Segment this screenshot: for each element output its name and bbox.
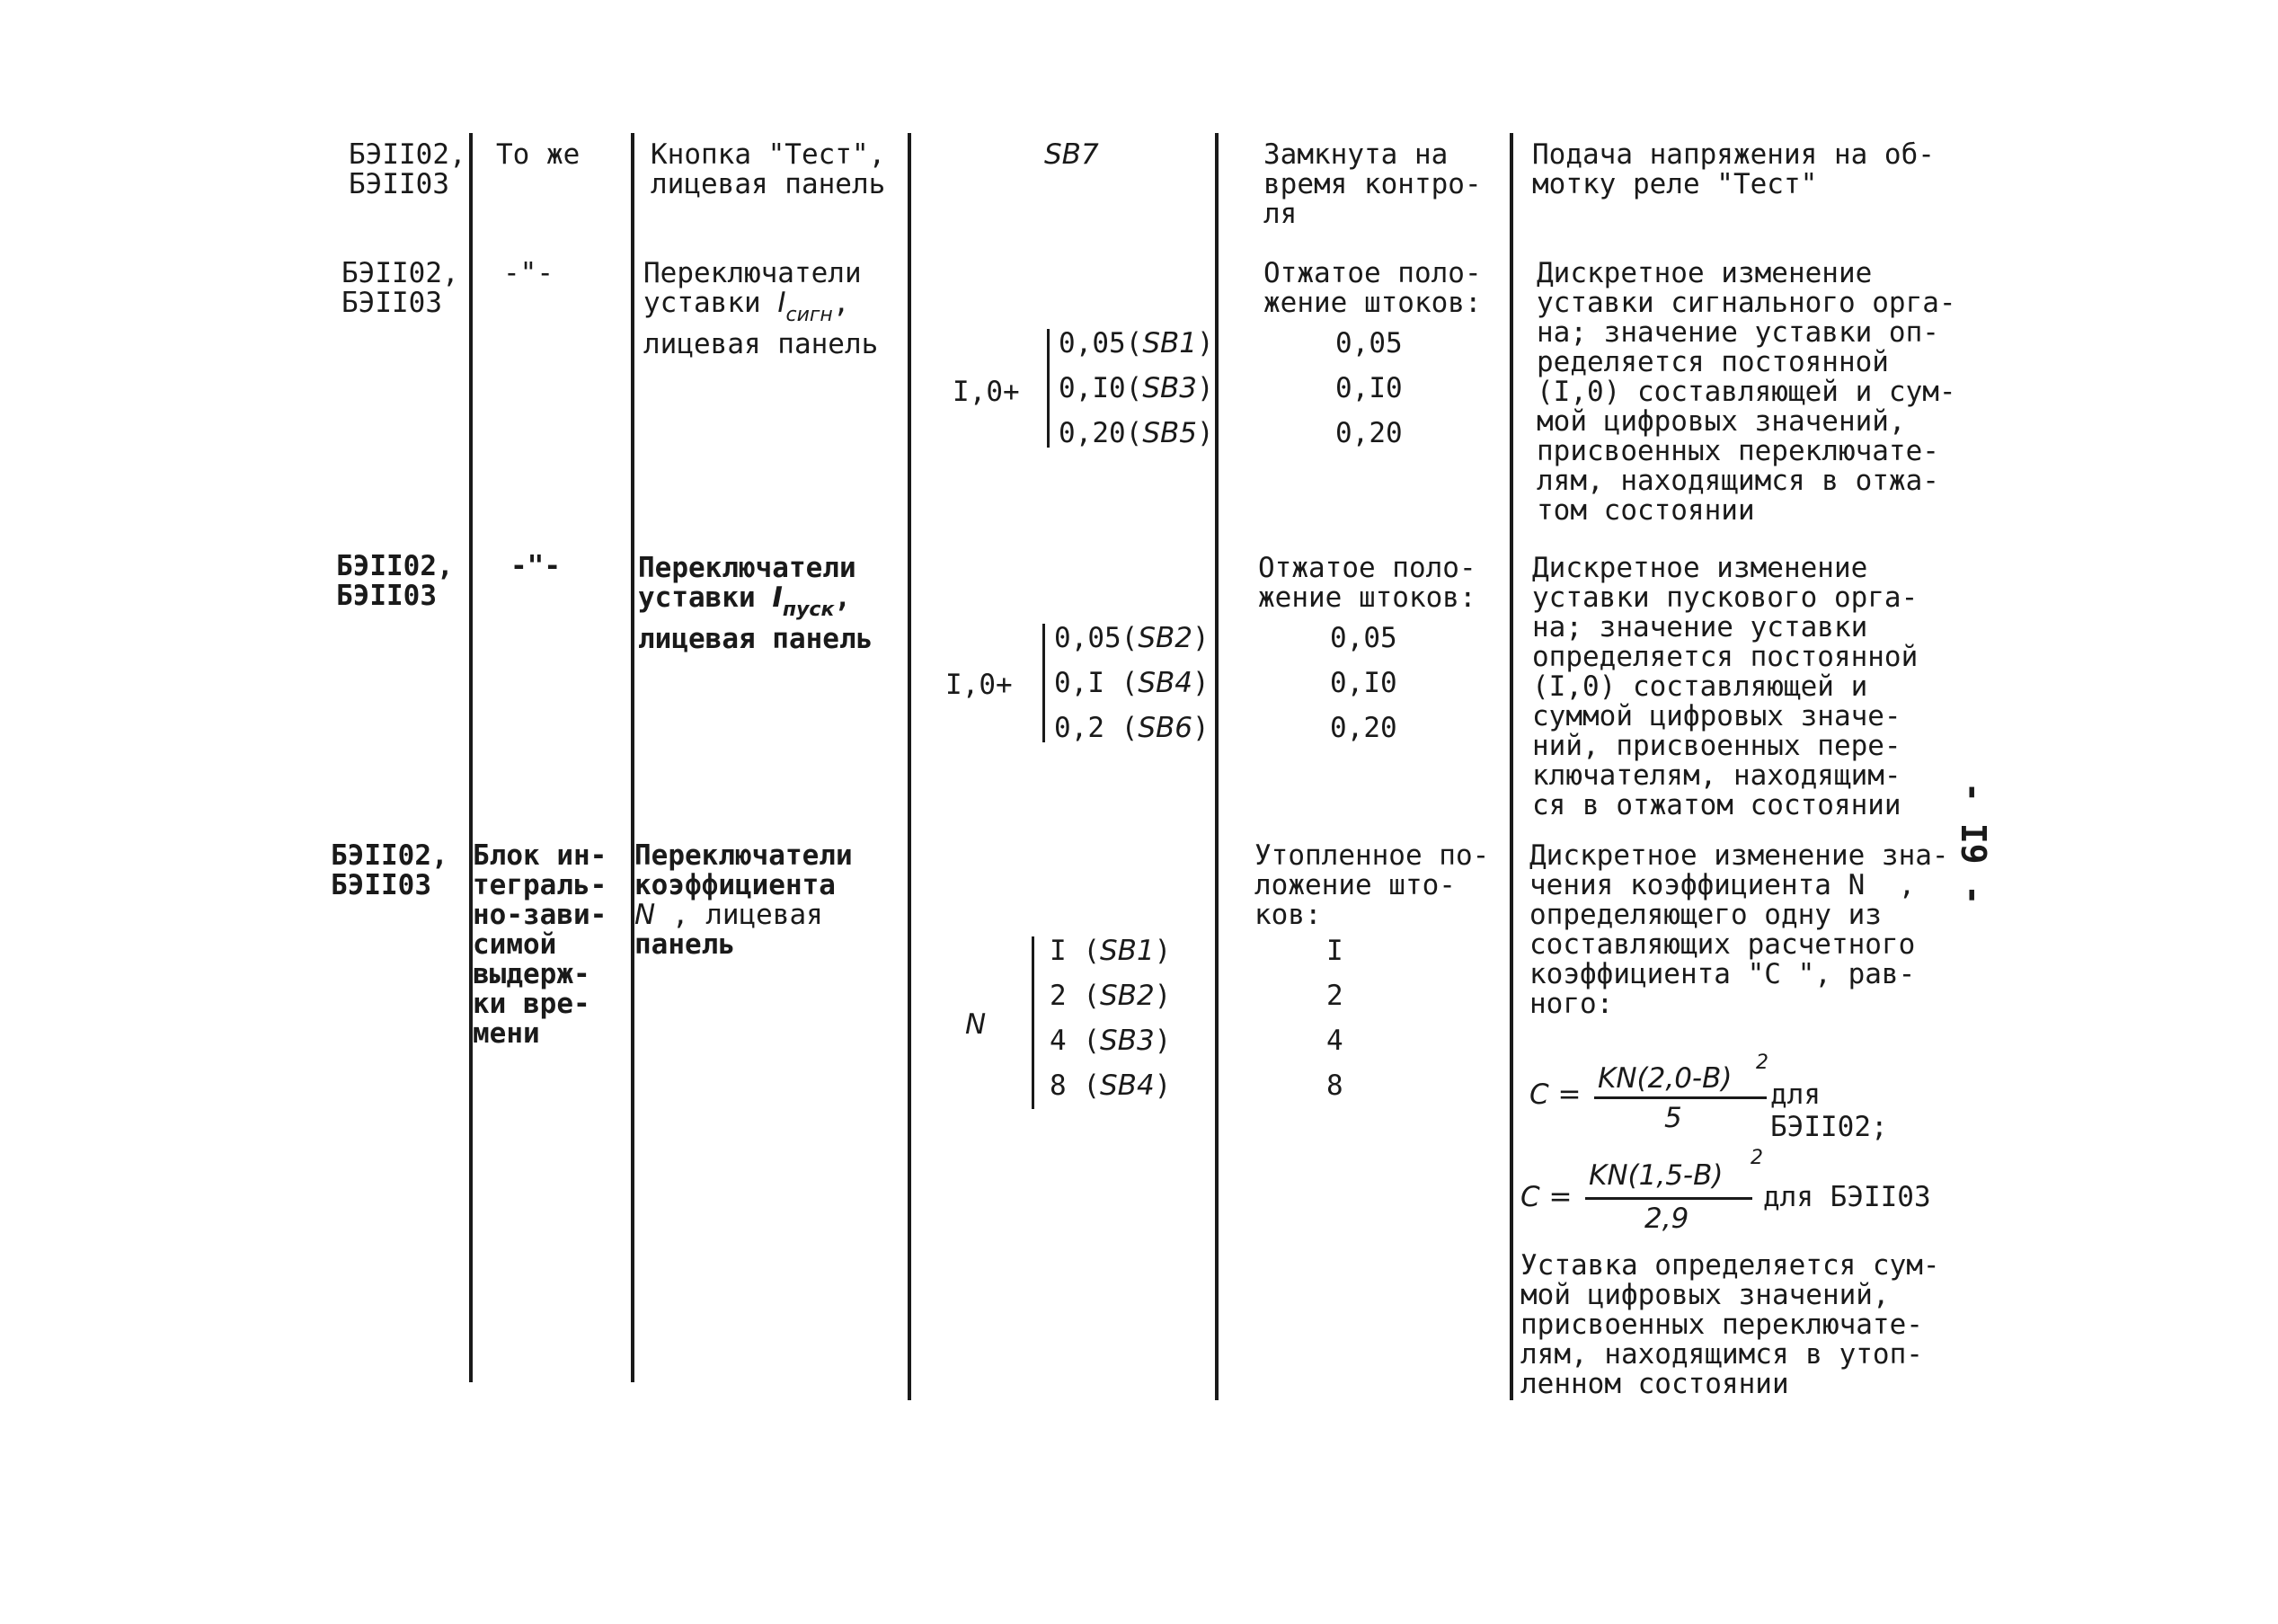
row3-state-value-1: 0,05 <box>1330 622 1397 654</box>
row2-state-value-3: 0,20 <box>1335 417 1403 449</box>
formula-1-lhs: C = <box>1529 1078 1582 1111</box>
formula-2-exponent: 2 <box>1751 1147 1763 1169</box>
row3-purpose: Дискретное изменение уставки пускового орга- на; значение уставки определяется постоянной (I,0) составляющей и суммой цифровых значе- ний, присвоенных пере- ключателям, находящим- ся в отжатом состоянии <box>1532 552 1919 821</box>
row3-state-value-3: 0,20 <box>1330 712 1397 744</box>
column-rule-3 <box>908 133 911 1400</box>
row1-designation: SB7 <box>1044 138 1099 171</box>
formula-2-numerator: KN(1,5-B) <box>1589 1159 1724 1192</box>
row2-purpose: Дискретное изменение уставки сигнального орга- на; значение уставки оп- ределяется постоянной (I,0) составляющей и сум- мой цифровых значений, присвоенных переключате- лям, находящимся в отжа- том состоянии <box>1537 257 1956 527</box>
row4-option-1: I (SB1) <box>1050 935 1172 967</box>
row3-bracket <box>1042 624 1045 742</box>
row4-state-value-4: 8 <box>1326 1069 1343 1102</box>
formula-1 <box>1529 1052 1952 1143</box>
row3-state-label: Отжатое поло- жение штоков: <box>1258 552 1476 614</box>
row1-device: БЭII02, БЭII03 <box>349 138 466 200</box>
formula-1-exponent: 2 <box>1756 1052 1768 1074</box>
row4-block: Блок ин- теграль- но-зави- симой выдерж- ки вре- мени <box>473 839 607 1050</box>
column-rule-5 <box>1510 133 1513 1400</box>
row1-block: То же <box>496 138 581 171</box>
row2-bracket <box>1047 329 1050 448</box>
row2-option-1: 0,05(SB1) <box>1059 327 1214 359</box>
row3-option-1: 0,05(SB2) <box>1054 622 1210 654</box>
column-rule-2 <box>631 133 634 1382</box>
row4-option-3: 4 (SB3) <box>1050 1025 1172 1057</box>
row4-bracket <box>1032 936 1034 1109</box>
row4-base: N <box>965 1008 987 1041</box>
page-number: - I9 - <box>1954 782 1993 906</box>
row1-element: Кнопка "Тест", лицевая панель <box>651 138 886 200</box>
row3-state-value-2: 0,I0 <box>1330 667 1397 699</box>
row3-base: I,0+ <box>945 669 1013 701</box>
column-rule-4 <box>1215 133 1219 1400</box>
row2-state-label: Отжатое поло- жение штоков: <box>1263 257 1482 319</box>
row4-purpose-outro: Уставка определяется сум- мой цифровых значений, присвоенных переключате- лям, находящимся в утоп- ленном состоянии <box>1520 1249 1940 1400</box>
formula-1-bar <box>1594 1096 1767 1099</box>
row2-state-value-2: 0,I0 <box>1335 372 1403 404</box>
row2-state-value-1: 0,05 <box>1335 327 1403 359</box>
formula-1-suffix: для БЭII02; <box>1770 1078 1888 1143</box>
row3-block: -"- <box>510 550 561 582</box>
row2-device: БЭII02, БЭII03 <box>341 257 459 319</box>
row3-device: БЭII02, БЭII03 <box>336 550 454 612</box>
row4-element: Переключатели коэффициента N , лицевая панель <box>634 839 853 961</box>
row4-state-value-2: 2 <box>1326 980 1343 1012</box>
row3-option-3: 0,2 (SB6) <box>1054 712 1210 744</box>
row4-purpose-intro: Дискретное изменение зна- чения коэффициента N , определяющего одну из составляющих расчетного коэффициента "C ", рав- ного: <box>1529 839 1949 1020</box>
formula-2-bar <box>1585 1197 1752 1200</box>
row4-option-4: 8 (SB4) <box>1050 1069 1172 1102</box>
column-rule-1 <box>469 133 473 1382</box>
formula-2-suffix: для БЭII03 <box>1763 1181 1931 1213</box>
row4-device: БЭII02, БЭII03 <box>331 839 448 901</box>
row1-state: Замкнута на время контро- ля <box>1263 138 1482 230</box>
row2-block: -"- <box>503 257 554 289</box>
row1-purpose: Подача напряжения на об- мотку реле "Тест" <box>1532 138 1935 200</box>
row3-option-2: 0,I (SB4) <box>1054 667 1210 699</box>
formula-2 <box>1520 1147 1943 1240</box>
row4-option-2: 2 (SB2) <box>1050 980 1172 1012</box>
row4-state-label: Утопленное по- ложение што- ков: <box>1254 839 1490 931</box>
formula-1-numerator: KN(2,0-B) <box>1598 1062 1733 1095</box>
formula-1-denominator: 5 <box>1664 1102 1682 1134</box>
formula-2-denominator: 2,9 <box>1644 1202 1689 1235</box>
row4-state-value-1: I <box>1326 935 1343 967</box>
row2-option-2: 0,I0(SB3) <box>1059 372 1214 404</box>
row4-state-value-3: 4 <box>1326 1025 1343 1057</box>
row2-base: I,0+ <box>953 376 1020 408</box>
row2-element: Переключатели уставки $I_{сигн}$, лицевая панель <box>643 257 879 360</box>
row3-element: Переключатели уставки $I_{пуск}$, лицевая панель <box>638 552 873 655</box>
formula-2-lhs: C = <box>1520 1181 1573 1213</box>
row2-option-3: 0,20(SB5) <box>1059 417 1214 449</box>
